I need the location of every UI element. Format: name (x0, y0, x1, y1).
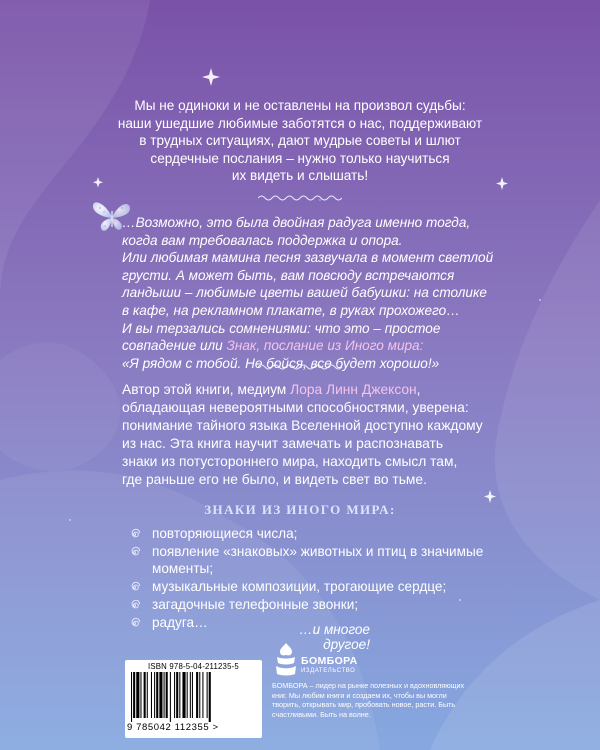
signs-title: ЗНАКИ ИЗ ИНОГО МИРА: (204, 502, 396, 517)
publisher-name: БОМБОРА (301, 655, 358, 667)
barcode-bar (136, 672, 139, 718)
intro-line: наши ушедшие любимые заботятся о нас, поддерживают (117, 115, 483, 131)
author-line: где раньше его не было, и видеть свет во тьме. (122, 472, 427, 487)
quote-line: грусти. А может быть, вам повсюду встречаются (122, 267, 455, 283)
barcode-bar (147, 672, 148, 718)
wavy-divider (258, 194, 342, 202)
quote-accent-text: Знак, послание из Иного мира: (226, 338, 424, 354)
intro-line: Мы не одиноки и не оставлены на произвол судьбы: (134, 98, 466, 113)
intro-paragraph (110, 97, 490, 185)
swirl-bullet-icon (128, 617, 141, 630)
intro-line: в трудных ситуациях, дают мудрые советы и шлют (139, 133, 461, 148)
barcode-bar (164, 672, 165, 718)
author-text: Автор этой книги, медиум (122, 382, 291, 397)
barcode-bar (179, 672, 180, 718)
quote-line: …Возможно, это была двойная радуга именно тогда, (122, 215, 471, 230)
quote-line: И вы терзались сомнениями: что это – простое (122, 320, 441, 336)
barcode-bar (170, 672, 171, 722)
barcode-bar (192, 672, 193, 718)
swirl-bullet-icon (128, 528, 141, 541)
barcode-bar (182, 672, 185, 718)
barcode-bar (207, 672, 208, 718)
barcode-bar (151, 672, 152, 718)
quote-line: когда вам требовалась поддержка и опора. (122, 232, 403, 248)
more-text: …и многое другое! (299, 622, 370, 652)
publisher-description: БОМБОРА – лидер на рынке полезных и вдохновляющих книг. Мы любим книги и создаем их, чтобы вы могли творить, открывать мир, пробовать новое, расти. Быть счастливыми. Быть на волне. (272, 681, 465, 719)
intro-line: сердечные послания – нужно только научиться (150, 150, 450, 166)
quote-line: «Я рядом с тобой. Не бойся, все будет хорошо!» (122, 355, 440, 371)
barcode-bar (176, 672, 178, 718)
sign-text: загадочные телефонные звонки; (152, 597, 359, 613)
barcode-bar (154, 672, 155, 718)
list-item (128, 596, 508, 613)
publisher-subtitle: ИЗДАТЕЛЬСТВО (301, 668, 356, 674)
swirl-bullet-icon (128, 581, 141, 594)
signs-list (128, 525, 508, 632)
barcode-bar (209, 672, 211, 722)
quote-line: в кафе, на рекламном плакате, в руках прохожего… (122, 302, 460, 318)
barcode-bar (156, 672, 158, 718)
barcode-bar (174, 672, 175, 718)
list-item (128, 525, 508, 542)
sign-text: повторяющиеся числа; (152, 526, 298, 541)
barcode-bar (196, 672, 198, 718)
barcode-bar (166, 672, 168, 718)
author-name: Лора Линн Джексон (290, 382, 417, 397)
author-line (122, 381, 492, 399)
barcode-bar (159, 672, 162, 718)
author-paragraph (122, 381, 492, 489)
list-item (128, 578, 508, 595)
quote-line (122, 337, 502, 355)
barcode-bar (144, 672, 146, 718)
author-line: знаки из потустороннего мира, находить смысл там, (122, 454, 458, 469)
isbn-text: ISBN 978-5-04-211235-5 (148, 662, 239, 671)
barcode-bar (133, 672, 135, 718)
list-item (128, 543, 508, 578)
barcode-bar (187, 672, 188, 718)
barcode-bar (131, 672, 132, 722)
barcode-bar (199, 672, 200, 718)
quote-line: Или любимая мамина песня зазвучала в момент светлой (122, 250, 494, 266)
author-comma: , (416, 382, 421, 397)
barcode-bars (131, 672, 257, 722)
quote-text: совпадение или (122, 338, 227, 354)
sign-text: появление «знаковых» животных и птиц в значимые моменты; (152, 543, 484, 577)
quote-paragraph (122, 214, 502, 372)
author-line: из нас. Эта книга научит замечать и распознавать (122, 436, 444, 451)
barcode-bar (202, 672, 203, 718)
swirl-bullet-icon (128, 599, 141, 612)
barcode-bar (190, 672, 191, 718)
quote-line: ландыши – любимые цветы вашей бабушки: на столике (122, 285, 487, 301)
author-line: понимание тайного языка Вселенной доступно каждому (122, 418, 483, 433)
barcode-bar (140, 672, 141, 718)
author-line: обладающая невероятными способностями, уверена: (122, 400, 469, 415)
sign-text: музыкальные композиции, трогающие сердце; (152, 579, 447, 595)
publisher-logo-icon (273, 641, 299, 677)
intro-line: их видеть и слышать! (231, 168, 369, 183)
barcode-number: 9 785042 112355 > (127, 722, 219, 733)
swirl-bullet-icon (128, 546, 141, 559)
sign-text: радуга… (152, 615, 208, 631)
